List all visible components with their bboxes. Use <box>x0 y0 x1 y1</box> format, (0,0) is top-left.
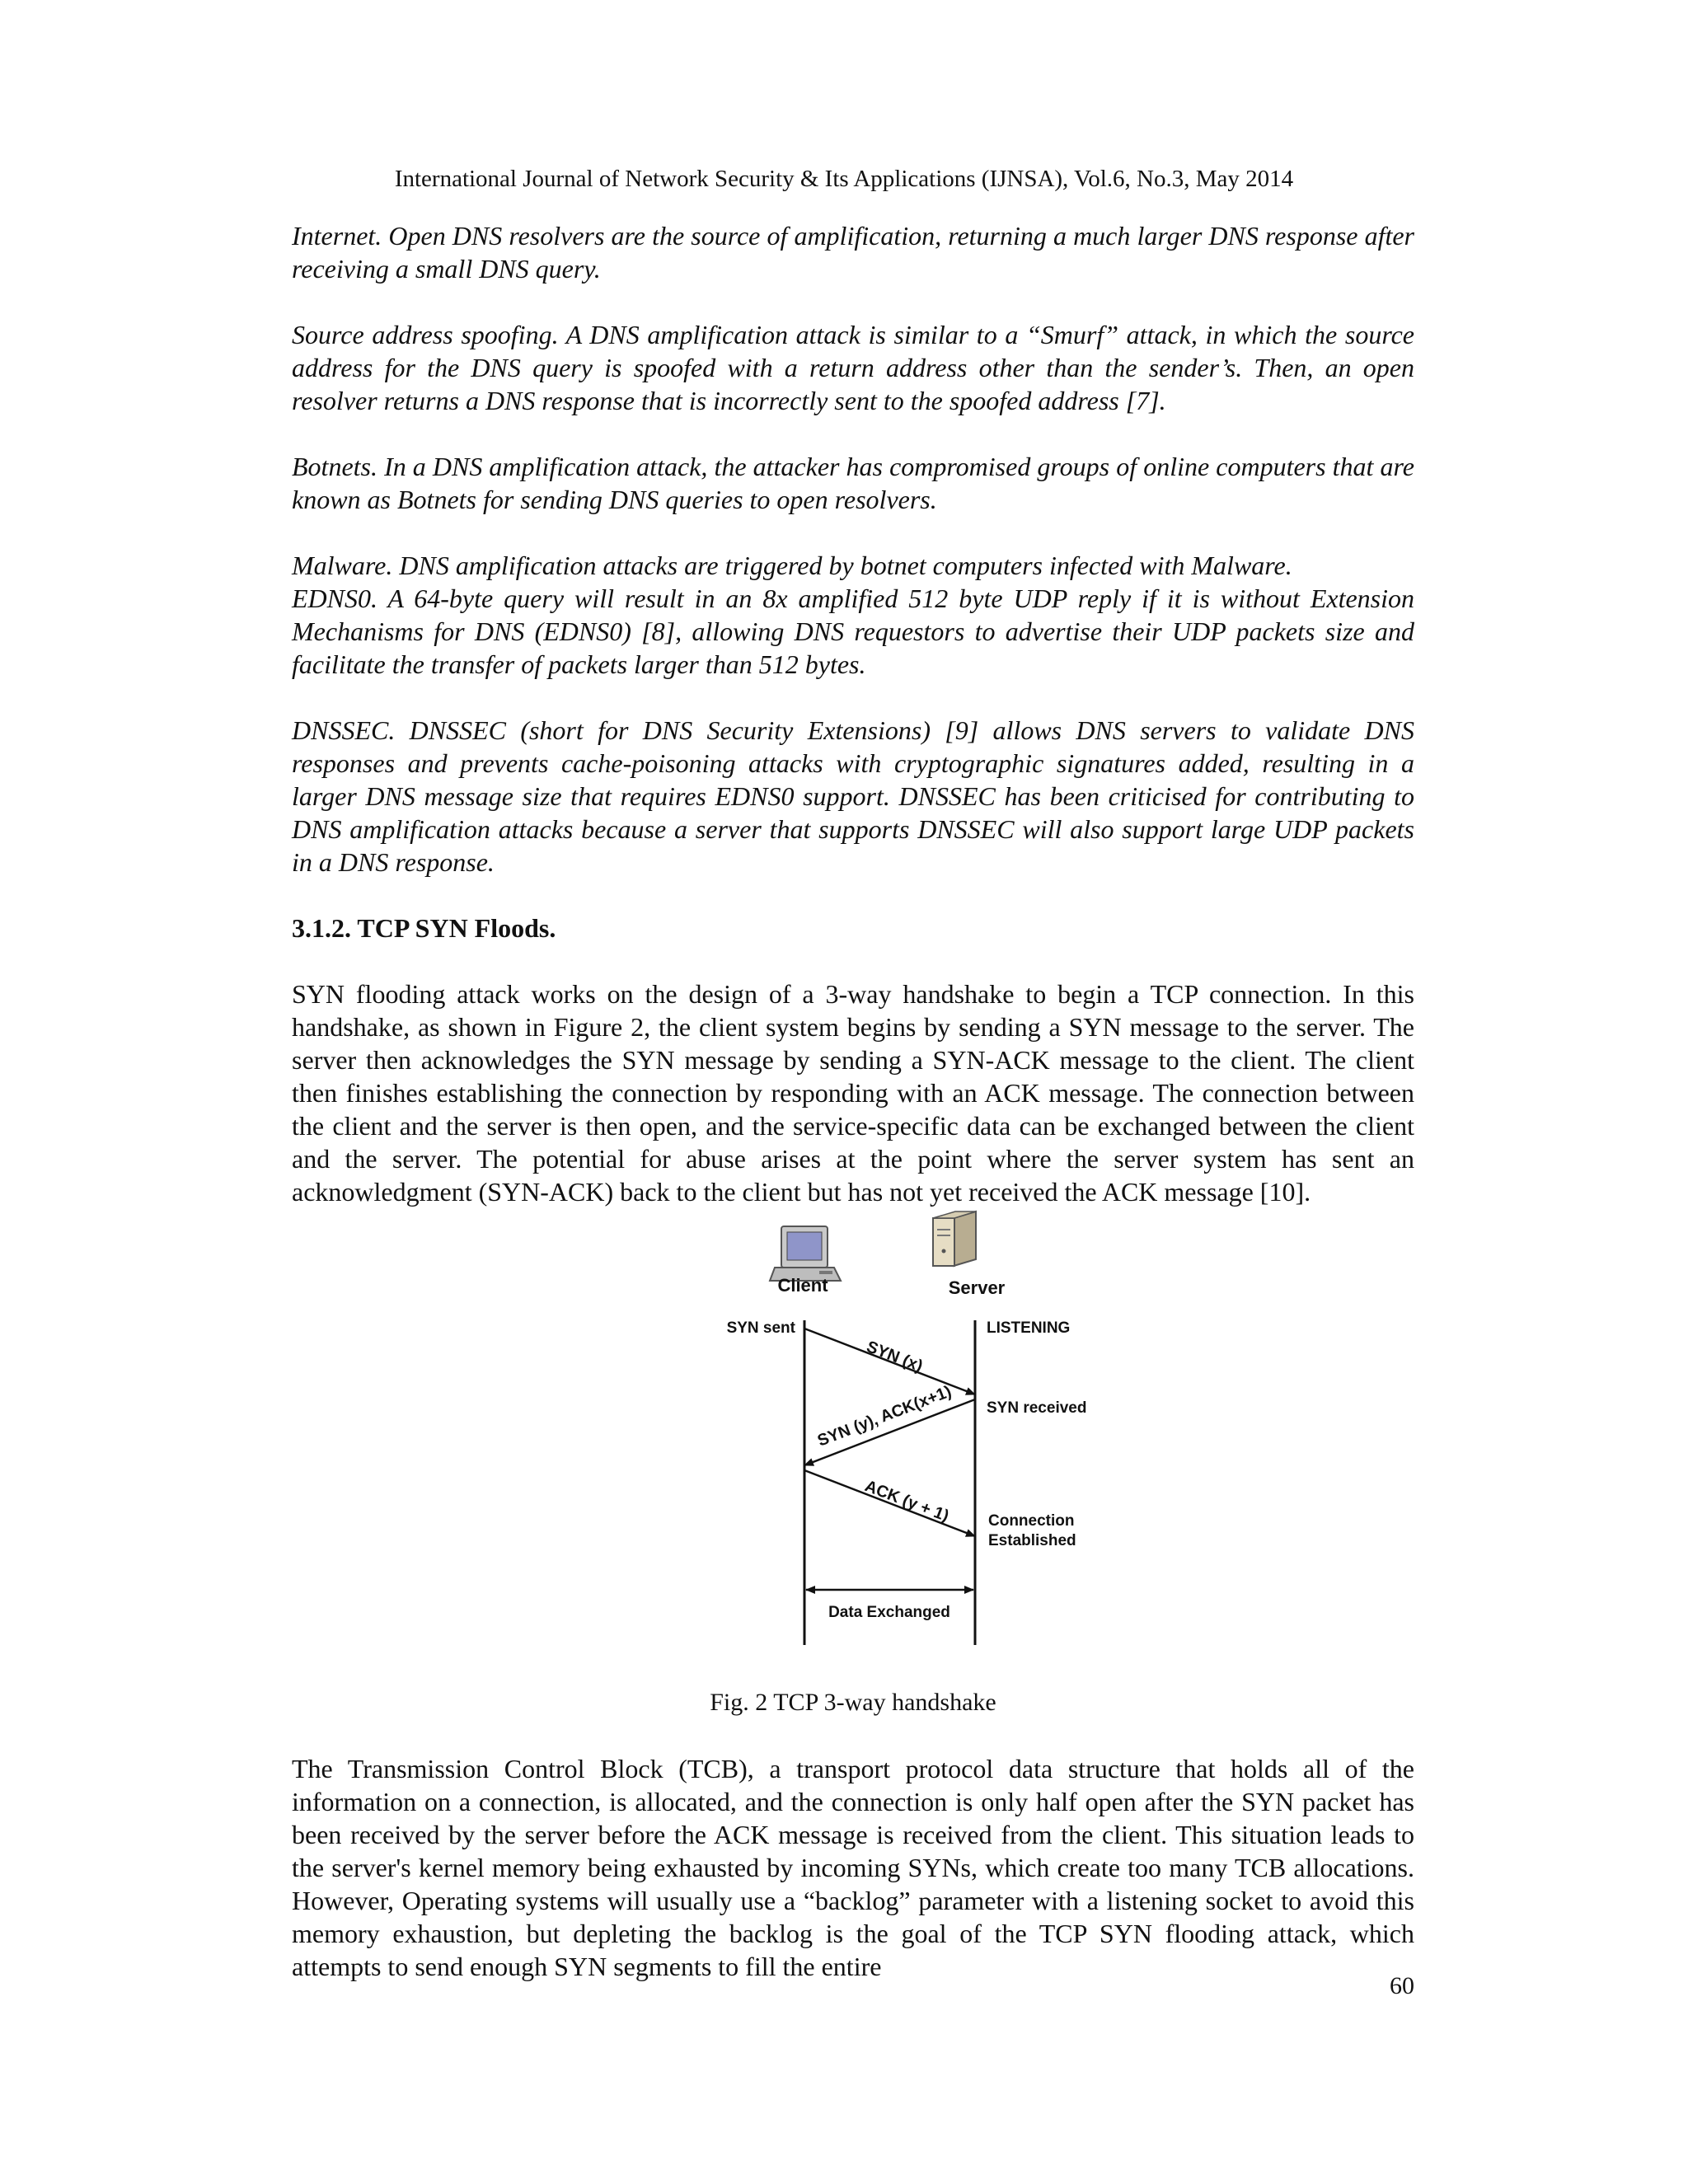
handshake-figure <box>292 1208 1414 1686</box>
synack-message-label: SYN (y), ACK(x+1) <box>814 1382 954 1451</box>
state-connection: Connection <box>988 1512 1075 1530</box>
state-established: Established <box>988 1532 1076 1549</box>
syn-message-label: SYN (x) <box>864 1338 926 1376</box>
paragraph-botnets: Botnets. In a DNS amplification attack, the attacker has compromised groups of online computers that are known as Botnets for sending DNS queries to open resolvers. <box>292 452 1414 514</box>
paragraph-syn-intro: SYN flooding attack works on the design of a 3-way handshake to begin a TCP connection. In this handshake, as shown in Figure 2, the client system begins by sending a SYN message to the server. The server then acknowledges the SYN message by sending a SYN-ACK message to the client. The client then finishes establishing the connection by responding with an ACK message. The connection between the client and the server is then open, and the service-specific data can be exchanged between the client and the server. The potential for abuse arises at the point where the server system has sent an acknowledgment (SYN-ACK) back to the client but has not yet received the ACK message [10]. <box>292 979 1414 1207</box>
state-syn-sent: SYN sent <box>726 1319 795 1337</box>
server-tower-icon <box>933 1212 976 1266</box>
running-head: International Journal of Network Security & Its Applications (IJNSA), Vol.6, No.3, May 2014 <box>394 166 1294 192</box>
state-listening: LISTENING <box>987 1319 1071 1337</box>
figure-caption: Fig. 2 TCP 3-way handshake <box>710 1689 996 1716</box>
client-computer-icon <box>770 1226 841 1281</box>
page-number: 60 <box>1390 1972 1414 1999</box>
handshake-diagram <box>292 1208 1414 1686</box>
paragraph-source-spoofing: Source address spoofing. A DNS amplification attack is similar to a “Smurf” attack, in which the source address for the DNS query is spoofed with a return address other than the sender’s. Then, an open resolver returns a DNS response that is incorrectly sent to the spoofed address [7]. <box>292 320 1414 415</box>
ack-message-label: ACK (y + 1) <box>862 1477 952 1526</box>
paragraph-tcb: The Transmission Control Block (TCB), a transport protocol data structure that holds all of the information on a connection, is allocated, and the connection is only half open after the SYN packet has been received by the server before the ACK message is received from the client. This situation leads to the server's kernel memory being exhausted by incoming SYNs, which create too many TCB allocations. However, Operating systems will usually use a “backlog” parameter with a listening socket to avoid this memory exhaustion, but depleting the backlog is the goal of the TCP SYN flooding attack, which attempts to send enough SYN segments to fill the entire <box>292 1754 1414 1981</box>
state-syn-received: SYN received <box>987 1399 1087 1417</box>
paragraph-dnssec: DNSSEC. DNSSEC (short for DNS Security Extensions) [9] allows DNS servers to validate DNS responses and prevents cache-poisoning attacks with cryptographic signatures added, resulting in a larger DNS message size that requires EDNS0 support. DNSSEC has been criticised for contributing to DNS amplification attacks because a server that supports DNSSEC will also support large UDP packets in a DNS response. <box>292 715 1414 877</box>
server-label: Server <box>948 1277 1006 1298</box>
data-exchanged-label: Data Exchanged <box>828 1604 950 1621</box>
section-heading: 3.1.2. TCP SYN Floods. <box>292 913 556 943</box>
paragraph-edns0: EDNS0. A 64-byte query will result in an 8x amplified 512 byte UDP reply if it is without Extension Mechanisms for DNS (EDNS0) [8], allowing DNS requestors to advertise their UDP packets size and facilitate the transfer of packets larger than 512 bytes. <box>292 583 1414 679</box>
client-label: Client <box>777 1275 828 1296</box>
paragraph-internet: Internet. Open DNS resolvers are the source of amplification, returning a much larger DNS response after receiving a small DNS query. <box>292 221 1414 284</box>
page-body <box>292 219 1414 1983</box>
paragraph-malware: Malware. DNS amplification attacks are triggered by botnet computers infected with Malware. <box>292 551 1292 580</box>
